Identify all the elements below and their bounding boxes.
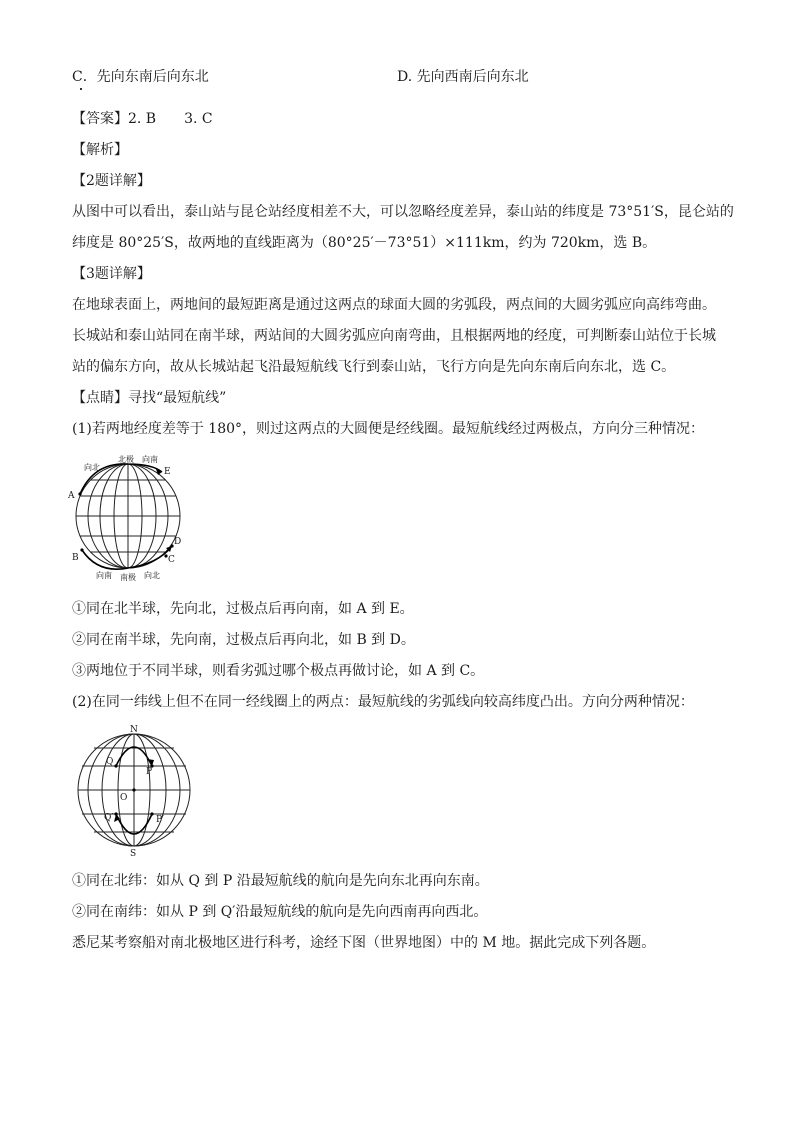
label-a: A	[68, 491, 75, 501]
tip-part2-item-1: ①同在北纬：如从 Q 到 P 沿最短航线的航向是先向东北再向东南。	[72, 873, 489, 889]
label-to-north-br: 向北	[144, 571, 160, 580]
q3-line-2: 长城站和泰山站同在南半球，两站间的大圆劣弧应向南弯曲，且根据两地的经度，可判断泰山站位于长城	[72, 328, 716, 344]
label-e: E	[164, 467, 171, 477]
label-d: D	[174, 537, 182, 547]
label-o: O	[120, 793, 128, 803]
label-to-south-bl: 向南	[96, 571, 112, 580]
option-d: D. 先向西南后向东北	[397, 69, 529, 85]
q2-line-2: 纬度是 80°25′S，故两地的直线距离为（80°25′－73°51）×111km，约为 720km，选 B。	[72, 235, 657, 251]
q3-line-3: 站的偏东方向，故从长城站起飞沿最短航线飞行到泰山站，飞行方向是先向东南后向东北，选 C。	[72, 359, 676, 375]
label-to-north-tl: 向北	[84, 463, 100, 472]
label-p-prime: P′	[156, 815, 165, 825]
label-b: B	[72, 553, 79, 563]
label-to-south-tr: 向南	[142, 455, 158, 464]
label-n: N	[130, 725, 138, 735]
tip-part1-item-3: ③两地位于不同半球，则看劣弧过哪个极点再做讨论，如 A 到 C。	[72, 663, 485, 679]
label-p: P	[146, 767, 153, 777]
tip-part1-item-1: ①同在北半球，先向北，过极点后再向南，如 A 到 E。	[72, 601, 414, 617]
analysis-label: 【解析】	[72, 142, 128, 158]
label-q: Q	[106, 757, 114, 767]
q2-line-1: 从图中可以看出，泰山站与昆仑站经度相差不大，可以忽略经度差异，泰山站的纬度是 73°51′S，昆仑站的	[72, 204, 734, 220]
label-south-pole: 南极	[120, 573, 136, 582]
tip-part1-intro: (1)若两地经度差等于 180°，则过这两点的大圆便是经线圈。最短航线经过两极点，方向分三种情况：	[72, 421, 705, 437]
figure-globe-parallels	[72, 722, 196, 858]
label-c: C	[168, 555, 175, 565]
tip-part2-item-2: ②同在南纬：如从 P 到 Q′沿最短航线的航向是先向西南再向西北。	[72, 904, 488, 920]
q3-line-1: 在地球表面上，两地间的最短距离是通过这两点的球面大圆的劣弧段，两点间的大圆劣弧应向高纬弯曲。	[72, 297, 716, 313]
label-s: S	[130, 849, 137, 858]
label-north-pole: 北极	[118, 455, 134, 464]
q2-heading: 【2题详解】	[72, 173, 151, 189]
figure-globe-poles	[66, 452, 186, 582]
tip-part2-intro: (2)在同一纬线上但不在同一经线圈上的两点：最短航线的劣弧线向较高纬度凸出。方向分两种情况：	[72, 694, 694, 710]
tip-heading: 【点睛】寻找“最短航线”	[72, 390, 227, 406]
option-c: C．先向东南后向东北	[72, 69, 209, 85]
stray-dot	[80, 88, 82, 90]
final-line: 悉尼某考察船对南北极地区进行科考，途经下图（世界地图）中的 M 地。据此完成下列各题。	[72, 935, 656, 951]
q3-heading: 【3题详解】	[72, 266, 151, 282]
label-q-prime: Q′	[104, 813, 114, 823]
tip-part1-item-2: ②同在南半球，先向南，过极点后再向北，如 B 到 D。	[72, 632, 415, 648]
answer-line: 【答案】2. B 3. C	[72, 111, 213, 127]
